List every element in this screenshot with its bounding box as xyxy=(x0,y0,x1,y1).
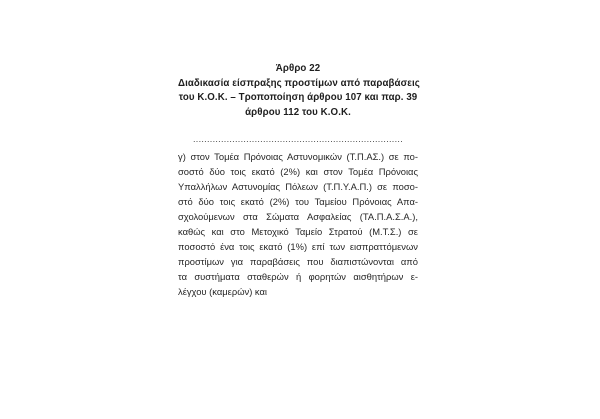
paragraph-line: γ) στον Τομέα Πρόνοιας Αστυνομικών (Τ.Π.ΑΣ.) σε πο- xyxy=(178,151,418,162)
article-title-line-1: Διαδικασία είσπραξης προστίμων από παραβάσεις xyxy=(178,77,420,89)
article-paragraph xyxy=(178,149,418,299)
paragraph-line: προστίμων για παραβάσεις που διαπιστώνονται από xyxy=(178,256,418,267)
paragraph-line: Υπαλλήλων Αστυνομίας Πόλεων (Τ.Π.Υ.Α.Π.) σε ποσο- xyxy=(178,181,418,192)
paragraph-line: σοστό δύο τοις εκατό (2%) και στον Τομέα Πρόνοιας xyxy=(178,166,418,177)
paragraph-line: στό δύο τοις εκατό (2%) του Ταμείου Πρόνοιας Απα- xyxy=(178,196,418,207)
paragraph-line: ποσοστό ένα τοις εκατό (1%) επί των εισπραττόμενων xyxy=(178,241,418,252)
article-heading xyxy=(178,62,418,120)
article-number: Άρθρο 22 xyxy=(275,63,321,74)
paragraph-line: σχολούμενων στα Σώματα Ασφαλείας (ΤΑ.Π.Α.Σ.Α.), xyxy=(178,211,418,222)
article-column xyxy=(178,62,418,120)
article-title-line-2: του Κ.Ο.Κ. – Τροποποίηση άρθρου 107 και παρ. 39 xyxy=(178,92,418,103)
paragraph-line: καθώς και στο Μετοχικό Ταμείο Στρατού (Μ.Τ.Σ.) σε xyxy=(178,226,418,237)
omitted-text-ellipsis: ........................................................................... xyxy=(192,134,404,144)
paragraph-line: τα συστήματα σταθερών ή φορητών αισθητήρων ε- xyxy=(178,271,418,282)
paragraph-line-last: λέγχου (καμερών) και xyxy=(178,286,268,297)
article-title-line-3: άρθρου 112 του Κ.Ο.Κ. xyxy=(245,106,351,118)
